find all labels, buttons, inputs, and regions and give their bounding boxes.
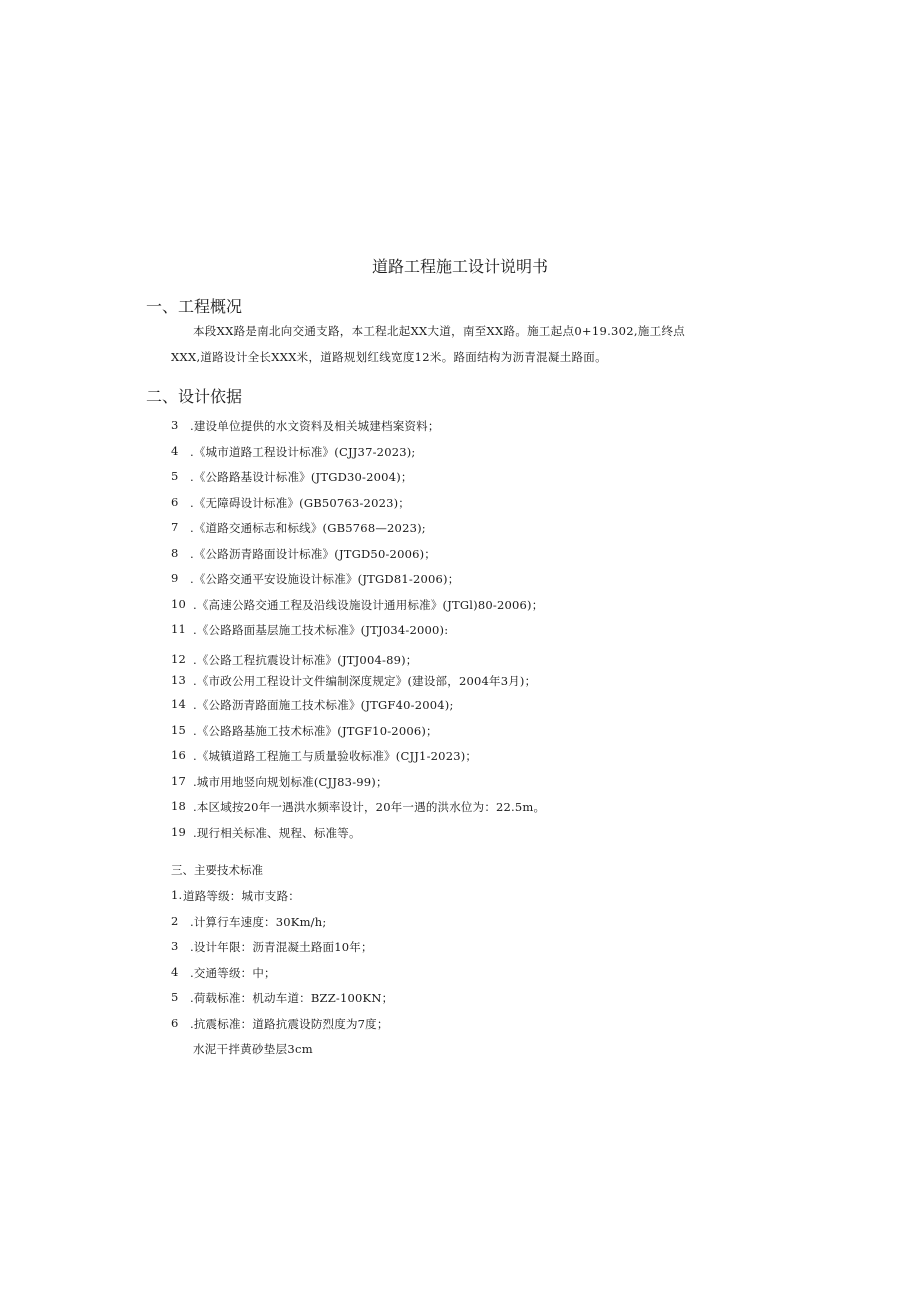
- item-text: .荷载标准：机动车道：BZZ-100KN；: [190, 991, 394, 1005]
- item-text: .《无障碍设计标准》(GB50763-2023)；: [190, 496, 411, 510]
- item-number: 2: [171, 914, 179, 928]
- item-text: .《公路交通平安设施设计标准》(JTGD81-2006)；: [190, 572, 460, 586]
- item-text: .建设单位提供的水文资料及相关城建档案资料；: [190, 419, 440, 433]
- item-number: 8: [171, 546, 179, 560]
- item-text: .抗震标准：道路抗震设防烈度为7度；: [190, 1017, 389, 1031]
- section-heading-overview: 一、工程概况: [146, 297, 243, 316]
- item-number: 6: [171, 1016, 179, 1030]
- item-text: .《道路交通标志和标线》(GB5768—2023);: [190, 521, 426, 535]
- item-number: 3: [171, 939, 179, 953]
- item-number: 5: [171, 469, 179, 483]
- overview-paragraph-line-2: XXX,道路设计全长XXX米，道路规划红线宽度12米。路面结构为沥青混凝土路面。: [171, 350, 607, 364]
- item-number: 6: [171, 495, 179, 509]
- item-text: .《高速公路交通工程及沿线设施设计通用标准》(JTGl)80-2006)；: [193, 598, 544, 612]
- item-text: .《公路路基设计标准》(JTGD30-2004)；: [190, 470, 413, 484]
- item-number: 9: [171, 571, 179, 585]
- item-text: .计算行车速度：30Km/h;: [190, 915, 327, 929]
- item-text: .《公路路基施工技术标准》(JTGF10-2006)；: [193, 724, 438, 738]
- item-text: .设计年限：沥青混凝土路面10年；: [190, 940, 373, 954]
- section-heading-design-basis: 二、设计依据: [146, 387, 243, 406]
- item-text: .交通等级：中；: [190, 966, 276, 980]
- item-number: 7: [171, 520, 179, 534]
- item-text: .《公路路面基层施工技术标准》(JTJ034-2000):: [193, 623, 449, 637]
- item-text: .城市用地竖向规划标准(CJJ83-99)；: [193, 775, 388, 789]
- item-number: 13: [171, 673, 187, 687]
- item-number: 10: [171, 597, 187, 611]
- cement-sand-cushion-note: 水泥干拌黄砂垫层3cm: [193, 1042, 313, 1056]
- item-text: .本区域按20年一遇洪水频率设计，20年一遇的洪水位为：22.5m。: [193, 800, 546, 814]
- overview-paragraph-line-1: 本段XX路是南北向交通支路，本工程北起XX大道，南至XX路。施工起点0+19.302,施工终点: [193, 324, 686, 338]
- section-heading-technical-standards: 三、主要技术标准: [171, 863, 263, 877]
- item-number: 5: [171, 990, 179, 1004]
- item-number: 16: [171, 748, 187, 762]
- item-number: 15: [171, 723, 187, 737]
- item-number: 4: [171, 965, 179, 979]
- item-text: .现行相关标准、规程、标准等。: [193, 826, 361, 840]
- item-text: .《公路沥青路面设计标准》(JTGD50-2006)；: [190, 547, 436, 561]
- item-number: 14: [171, 697, 187, 711]
- item-number: 12: [171, 652, 187, 666]
- item-number: 17: [171, 774, 187, 788]
- item-number: 1.: [171, 888, 183, 902]
- item-text: 道路等级：城市支路：: [183, 889, 300, 903]
- item-number: 19: [171, 825, 187, 839]
- item-number: 3: [171, 418, 179, 432]
- item-text: .《公路工程抗震设计标准》(JTJ004-89)；: [193, 653, 418, 667]
- item-number: 18: [171, 799, 187, 813]
- document-title: 道路工程施工设计说明书: [371, 257, 548, 276]
- item-text: .《市政公用工程设计文件编制深度规定》(建设部，2004年3月)；: [193, 674, 537, 688]
- item-number: 4: [171, 444, 179, 458]
- item-number: 11: [171, 622, 187, 636]
- item-text: .《城镇道路工程施工与质量验收标准》(CJJ1-2023)；: [193, 749, 478, 763]
- item-text: .《城市道路工程设计标准》(CJJ37-2023);: [190, 445, 416, 459]
- item-text: .《公路沥青路面施工技术标准》(JTGF40-2004);: [193, 698, 454, 712]
